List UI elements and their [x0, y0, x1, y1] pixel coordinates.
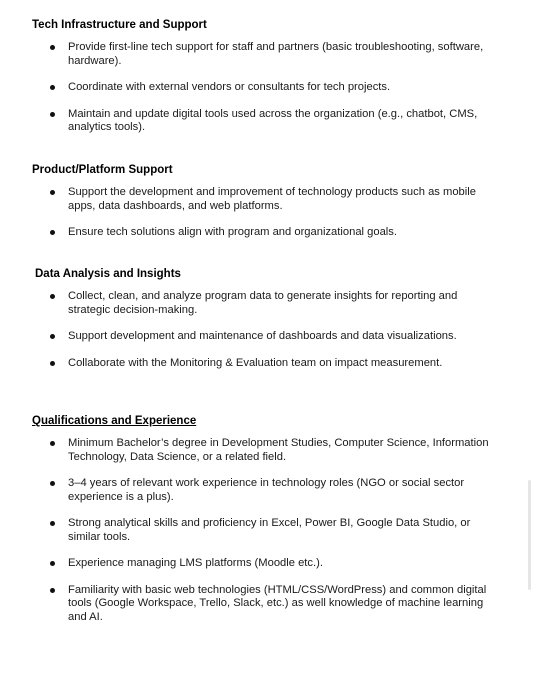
list-item	[32, 41, 502, 68]
section-data-analysis	[32, 267, 502, 370]
bullet-icon	[50, 481, 55, 486]
list-item-text: Coordinate with external vendors or consultants for tech projects.	[68, 81, 391, 93]
list-item	[32, 357, 502, 371]
bullet-icon	[50, 112, 55, 117]
section-heading: Tech Infrastructure and Support	[32, 19, 207, 31]
list-item	[32, 477, 502, 504]
bullet-icon	[50, 294, 55, 299]
section-heading: Data Analysis and Insights	[35, 268, 181, 280]
list-item	[32, 584, 502, 625]
list-item-text: Minimum Bachelor’s degree in Development Studies, Computer Science, Information Technology, Data Science, or a related field.	[68, 437, 489, 463]
bullet-icon	[50, 588, 55, 593]
list-item-text: Experience managing LMS platforms (Moodle etc.).	[68, 557, 323, 569]
list-item-text: Support development and maintenance of dashboards and data visualizations.	[68, 330, 457, 342]
bullet-list	[32, 186, 502, 240]
section-heading: Product/Platform Support	[32, 164, 173, 176]
list-item-text: Provide first-line tech support for staff and partners (basic troubleshooting, software, hardware).	[68, 41, 484, 67]
bullet-icon	[50, 521, 55, 526]
list-item-text: Collaborate with the Monitoring & Evaluation team on impact measurement.	[68, 356, 443, 369]
bullet-icon	[50, 561, 55, 566]
list-item	[32, 557, 502, 571]
list-item	[32, 437, 502, 464]
list-item-text: Familiarity with basic web technologies (HTML/CSS/WordPress) and common digital tools (Google Workspace, Trello, Slack, etc.) as well knowledge of machine learning and AI.	[68, 583, 487, 623]
bullet-icon	[50, 45, 55, 50]
bullet-icon	[50, 230, 55, 235]
section-heading: Qualifications and Experience	[32, 415, 197, 427]
list-item	[32, 517, 502, 544]
list-item	[32, 330, 502, 344]
list-item	[32, 81, 502, 95]
section-qualifications	[32, 414, 502, 624]
section-tech-infrastructure	[32, 18, 502, 135]
list-item	[32, 108, 502, 135]
list-item-text: Ensure tech solutions align with program and organizational goals.	[68, 226, 397, 238]
bullet-icon	[50, 361, 55, 366]
list-item-text: Strong analytical skills and proficiency in Excel, Power BI, Google Data Studio, or similar tools.	[68, 517, 471, 543]
list-item-text: Maintain and update digital tools used across the organization (e.g., chatbot, CMS, analytics tools).	[68, 107, 478, 133]
bullet-list	[32, 437, 502, 624]
bullet-icon	[50, 85, 55, 90]
list-item	[32, 290, 502, 317]
list-item	[32, 186, 502, 213]
bullet-icon	[50, 190, 55, 195]
list-item-text: 3–4 years of relevant work experience in technology roles (NGO or social sector experience is a plus).	[68, 477, 465, 503]
scrollbar[interactable]	[528, 480, 531, 590]
bullet-icon	[50, 441, 55, 446]
section-product-platform	[32, 163, 502, 240]
bullet-icon	[50, 334, 55, 339]
bullet-list	[32, 41, 502, 135]
list-item-text: Collect, clean, and analyze program data to generate insights for reporting and strategic decision-making.	[68, 290, 458, 316]
list-item-text: Support the development and improvement of technology products such as mobile apps, data dashboards, and web platforms.	[68, 186, 476, 212]
list-item	[32, 226, 502, 240]
bullet-list	[32, 290, 502, 370]
